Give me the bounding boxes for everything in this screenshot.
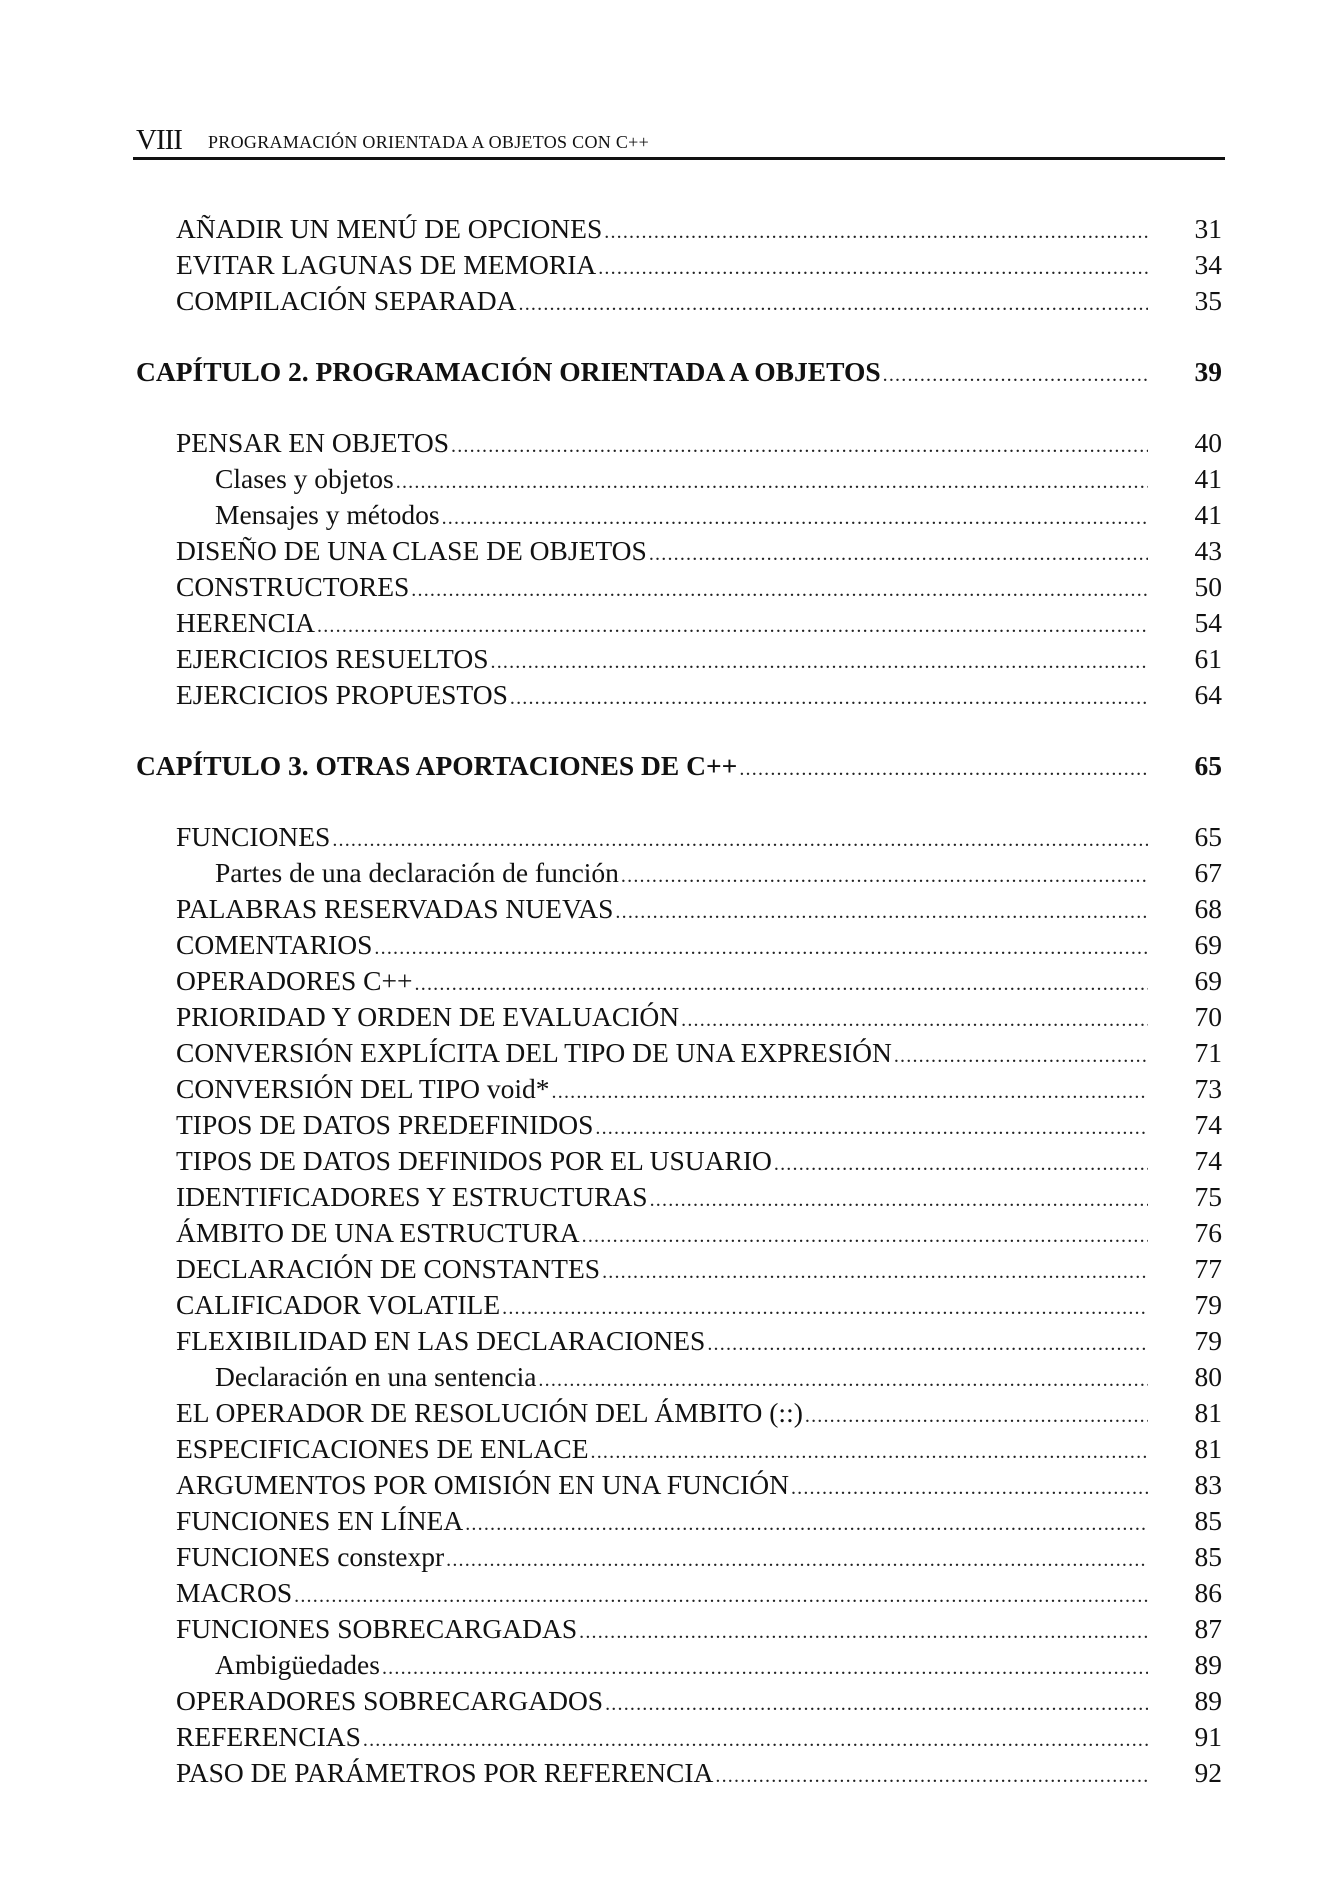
toc-entry-page-number: 86 <box>1194 1577 1222 1608</box>
toc-entry-page-number: 85 <box>1194 1505 1222 1536</box>
toc-entry-title: COMENTARIOS <box>176 929 373 960</box>
dot-leader <box>650 1183 1148 1217</box>
toc-entry-page-number: 54 <box>1194 607 1222 638</box>
toc-subsection-entry <box>215 856 1148 890</box>
toc-entry-title: EJERCICIOS RESUELTOS <box>176 643 489 674</box>
toc-section-entry <box>176 1180 1148 1214</box>
toc-entry-title: CONSTRUCTORES <box>176 571 410 602</box>
toc-entry-title: AÑADIR UN MENÚ DE OPCIONES <box>176 213 603 244</box>
toc-section-entry <box>176 1540 1148 1574</box>
toc-entry-page-number: 69 <box>1194 965 1222 996</box>
toc-entry-title: PASO DE PARÁMETROS POR REFERENCIA <box>176 1757 714 1788</box>
toc-entry-title: IDENTIFICADORES Y ESTRUCTURAS <box>176 1181 648 1212</box>
dot-leader <box>591 1435 1148 1469</box>
dot-leader <box>294 1579 1148 1613</box>
toc-entry-title: CAPÍTULO 3. OTRAS APORTACIONES DE C++ <box>136 750 738 781</box>
toc-entry-page-number: 74 <box>1194 1145 1222 1176</box>
dot-leader <box>510 681 1148 715</box>
toc-section-entry <box>176 1612 1148 1646</box>
dot-leader <box>519 287 1148 321</box>
toc-entry-title: CONVERSIÓN EXPLÍCITA DEL TIPO DE UNA EXPRESIÓN <box>176 1037 892 1068</box>
toc-entry-title: FUNCIONES constexpr <box>176 1541 445 1572</box>
toc-entry-title: PALABRAS RESERVADAS NUEVAS <box>176 893 614 924</box>
dot-leader <box>715 1759 1148 1793</box>
dot-leader <box>415 967 1148 1001</box>
toc-entry-page-number: 65 <box>1194 821 1222 852</box>
toc-section-entry <box>176 1144 1148 1178</box>
toc-entry-page-number: 41 <box>1194 499 1222 530</box>
toc-section-entry <box>176 678 1148 712</box>
toc-entry-title: DISEÑO DE UNA CLASE DE OBJETOS <box>176 535 647 566</box>
dot-leader <box>602 1255 1148 1289</box>
dot-leader <box>739 752 1148 786</box>
toc-section-entry <box>176 1072 1148 1106</box>
dot-leader <box>332 823 1148 857</box>
toc-entry-page-number: 70 <box>1194 1001 1222 1032</box>
toc-entry-page-number: 69 <box>1194 929 1222 960</box>
dot-leader <box>681 1003 1148 1037</box>
toc-entry-title: Partes de una declaración de función <box>215 857 619 888</box>
toc-entry-page-number: 41 <box>1194 463 1222 494</box>
running-header <box>136 124 1222 158</box>
dot-leader <box>363 1723 1148 1757</box>
running-head-title: PROGRAMACIÓN ORIENTADA A OBJETOS CON C++ <box>208 132 650 152</box>
dot-leader <box>442 501 1148 535</box>
toc-subsection-entry <box>215 1360 1148 1394</box>
toc-entry-page-number: 67 <box>1194 857 1222 888</box>
toc-chapter-entry <box>136 355 1148 389</box>
toc-entry-title: PRIORIDAD Y ORDEN DE EVALUACIÓN <box>176 1001 680 1032</box>
toc-section-entry <box>176 1720 1148 1754</box>
toc-section-entry <box>176 1504 1148 1538</box>
dot-leader <box>774 1147 1148 1181</box>
toc-section-entry <box>176 1000 1148 1034</box>
page-folio: VIII <box>136 124 182 156</box>
dot-leader <box>446 1543 1148 1577</box>
dot-leader <box>317 609 1148 643</box>
dot-leader <box>883 358 1148 392</box>
dot-leader <box>382 1651 1148 1685</box>
dot-leader <box>502 1291 1148 1325</box>
toc-entry-page-number: 79 <box>1194 1289 1222 1320</box>
toc-entry-page-number: 40 <box>1194 427 1222 458</box>
toc-entry-page-number: 43 <box>1194 535 1222 566</box>
toc-entry-page-number: 81 <box>1194 1397 1222 1428</box>
toc-entry-title: CAPÍTULO 2. PROGRAMACIÓN ORIENTADA A OBJETOS <box>136 356 881 387</box>
toc-entry-page-number: 71 <box>1194 1037 1222 1068</box>
toc-entry-title: COMPILACIÓN SEPARADA <box>176 285 517 316</box>
toc-section-entry <box>176 426 1148 460</box>
toc-section-entry <box>176 1252 1148 1286</box>
toc-section-entry <box>176 1216 1148 1250</box>
dot-leader <box>491 645 1149 679</box>
toc-entry-title: DECLARACIÓN DE CONSTANTES <box>176 1253 601 1284</box>
dot-leader <box>791 1471 1148 1505</box>
toc-entry-title: EJERCICIOS PROPUESTOS <box>176 679 508 710</box>
dot-leader <box>451 429 1148 463</box>
toc-subsection-entry <box>215 462 1148 496</box>
toc-section-entry <box>176 1756 1148 1790</box>
toc-section-entry <box>176 1288 1148 1322</box>
toc-subsection-entry <box>215 1648 1148 1682</box>
toc-entry-title: ÁMBITO DE UNA ESTRUCTURA <box>176 1217 580 1248</box>
toc-entry-page-number: 61 <box>1194 643 1222 674</box>
toc-entry-title: MACROS <box>176 1577 293 1608</box>
toc-entry-title: TIPOS DE DATOS DEFINIDOS POR EL USUARIO <box>176 1145 772 1176</box>
toc-entry-page-number: 79 <box>1194 1325 1222 1356</box>
toc-section-entry <box>176 284 1148 318</box>
toc-section-entry <box>176 1396 1148 1430</box>
dot-leader <box>894 1039 1148 1073</box>
toc-entry-title: Mensajes y métodos <box>215 499 440 530</box>
toc-section-entry <box>176 570 1148 604</box>
toc-entry-title: FUNCIONES EN LÍNEA <box>176 1505 464 1536</box>
dot-leader <box>707 1327 1148 1361</box>
dot-leader <box>805 1399 1148 1433</box>
toc-entry-title: CONVERSIÓN DEL TIPO void* <box>176 1073 550 1104</box>
toc-entry-page-number: 80 <box>1194 1361 1222 1392</box>
toc-entry-title: OPERADORES SOBRECARGADOS <box>176 1685 604 1716</box>
dot-leader <box>604 215 1148 249</box>
toc-entry-page-number: 83 <box>1194 1469 1222 1500</box>
dot-leader <box>605 1687 1148 1721</box>
toc-entry-title: REFERENCIAS <box>176 1721 361 1752</box>
toc-entry-title: ESPECIFICACIONES DE ENLACE <box>176 1433 589 1464</box>
toc-entry-title: ARGUMENTOS POR OMISIÓN EN UNA FUNCIÓN <box>176 1469 789 1500</box>
toc-entry-title: CALIFICADOR VOLATILE <box>176 1289 501 1320</box>
toc-entry-page-number: 74 <box>1194 1109 1222 1140</box>
toc-section-entry <box>176 928 1148 962</box>
header-rule <box>133 157 1225 160</box>
toc-entry-page-number: 50 <box>1194 571 1222 602</box>
toc-section-entry <box>176 1324 1148 1358</box>
toc-entry-title: Ambigüedades <box>215 1649 380 1680</box>
toc-entry-page-number: 77 <box>1194 1253 1222 1284</box>
toc-subsection-entry <box>215 498 1148 532</box>
dot-leader <box>411 573 1148 607</box>
dot-leader <box>649 537 1148 571</box>
dot-leader <box>396 465 1148 499</box>
toc-entry-page-number: 92 <box>1194 1757 1222 1788</box>
toc-entry-page-number: 73 <box>1194 1073 1222 1104</box>
dot-leader <box>538 1363 1148 1397</box>
toc-entry-title: PENSAR EN OBJETOS <box>176 427 450 458</box>
toc-section-entry <box>176 1432 1148 1466</box>
toc-entry-page-number: 64 <box>1194 679 1222 710</box>
toc-entry-page-number: 65 <box>1194 750 1222 781</box>
toc-chapter-entry <box>136 749 1148 783</box>
toc-section-entry <box>176 1576 1148 1610</box>
toc-entry-title: FUNCIONES SOBRECARGADAS <box>176 1613 578 1644</box>
toc-entry-page-number: 76 <box>1194 1217 1222 1248</box>
toc-entry-page-number: 35 <box>1194 285 1222 316</box>
dot-leader <box>552 1075 1148 1109</box>
dot-leader <box>374 931 1148 965</box>
toc-entry-page-number: 91 <box>1194 1721 1222 1752</box>
toc-section-entry <box>176 1108 1148 1142</box>
toc-entry-page-number: 75 <box>1194 1181 1222 1212</box>
dot-leader <box>465 1507 1148 1541</box>
dot-leader <box>621 859 1148 893</box>
toc-entry-title: FLEXIBILIDAD EN LAS DECLARACIONES <box>176 1325 706 1356</box>
dot-leader <box>595 1111 1148 1145</box>
toc-entry-page-number: 89 <box>1194 1685 1222 1716</box>
toc-section-entry <box>176 892 1148 926</box>
toc-entry-title: OPERADORES C++ <box>176 965 413 996</box>
toc-entry-page-number: 31 <box>1194 213 1222 244</box>
toc-entry-title: EL OPERADOR DE RESOLUCIÓN DEL ÁMBITO (::) <box>176 1397 803 1428</box>
toc-entry-title: Declaración en una sentencia <box>215 1361 537 1392</box>
dot-leader <box>582 1219 1148 1253</box>
toc-entry-page-number: 34 <box>1194 249 1222 280</box>
toc-entry-page-number: 89 <box>1194 1649 1222 1680</box>
toc-entry-title: EVITAR LAGUNAS DE MEMORIA <box>176 249 597 280</box>
toc-section-entry <box>176 1468 1148 1502</box>
toc-entry-title: Clases y objetos <box>215 463 394 494</box>
toc-entry-title: TIPOS DE DATOS PREDEFINIDOS <box>176 1109 594 1140</box>
toc-entry-page-number: 39 <box>1194 356 1222 387</box>
dot-leader <box>579 1615 1148 1649</box>
toc-section-entry <box>176 248 1148 282</box>
toc-section-entry <box>176 606 1148 640</box>
toc-section-entry <box>176 212 1148 246</box>
toc-entry-title: FUNCIONES <box>176 821 331 852</box>
toc-section-entry <box>176 1684 1148 1718</box>
toc-entry-page-number: 81 <box>1194 1433 1222 1464</box>
dot-leader <box>598 251 1148 285</box>
toc-section-entry <box>176 820 1148 854</box>
toc-entry-page-number: 87 <box>1194 1613 1222 1644</box>
dot-leader <box>615 895 1148 929</box>
toc-section-entry <box>176 534 1148 568</box>
toc-section-entry <box>176 1036 1148 1070</box>
toc-entry-title: HERENCIA <box>176 607 316 638</box>
toc-section-entry <box>176 642 1148 676</box>
toc-entry-page-number: 85 <box>1194 1541 1222 1572</box>
toc-section-entry <box>176 964 1148 998</box>
toc-entry-page-number: 68 <box>1194 893 1222 924</box>
